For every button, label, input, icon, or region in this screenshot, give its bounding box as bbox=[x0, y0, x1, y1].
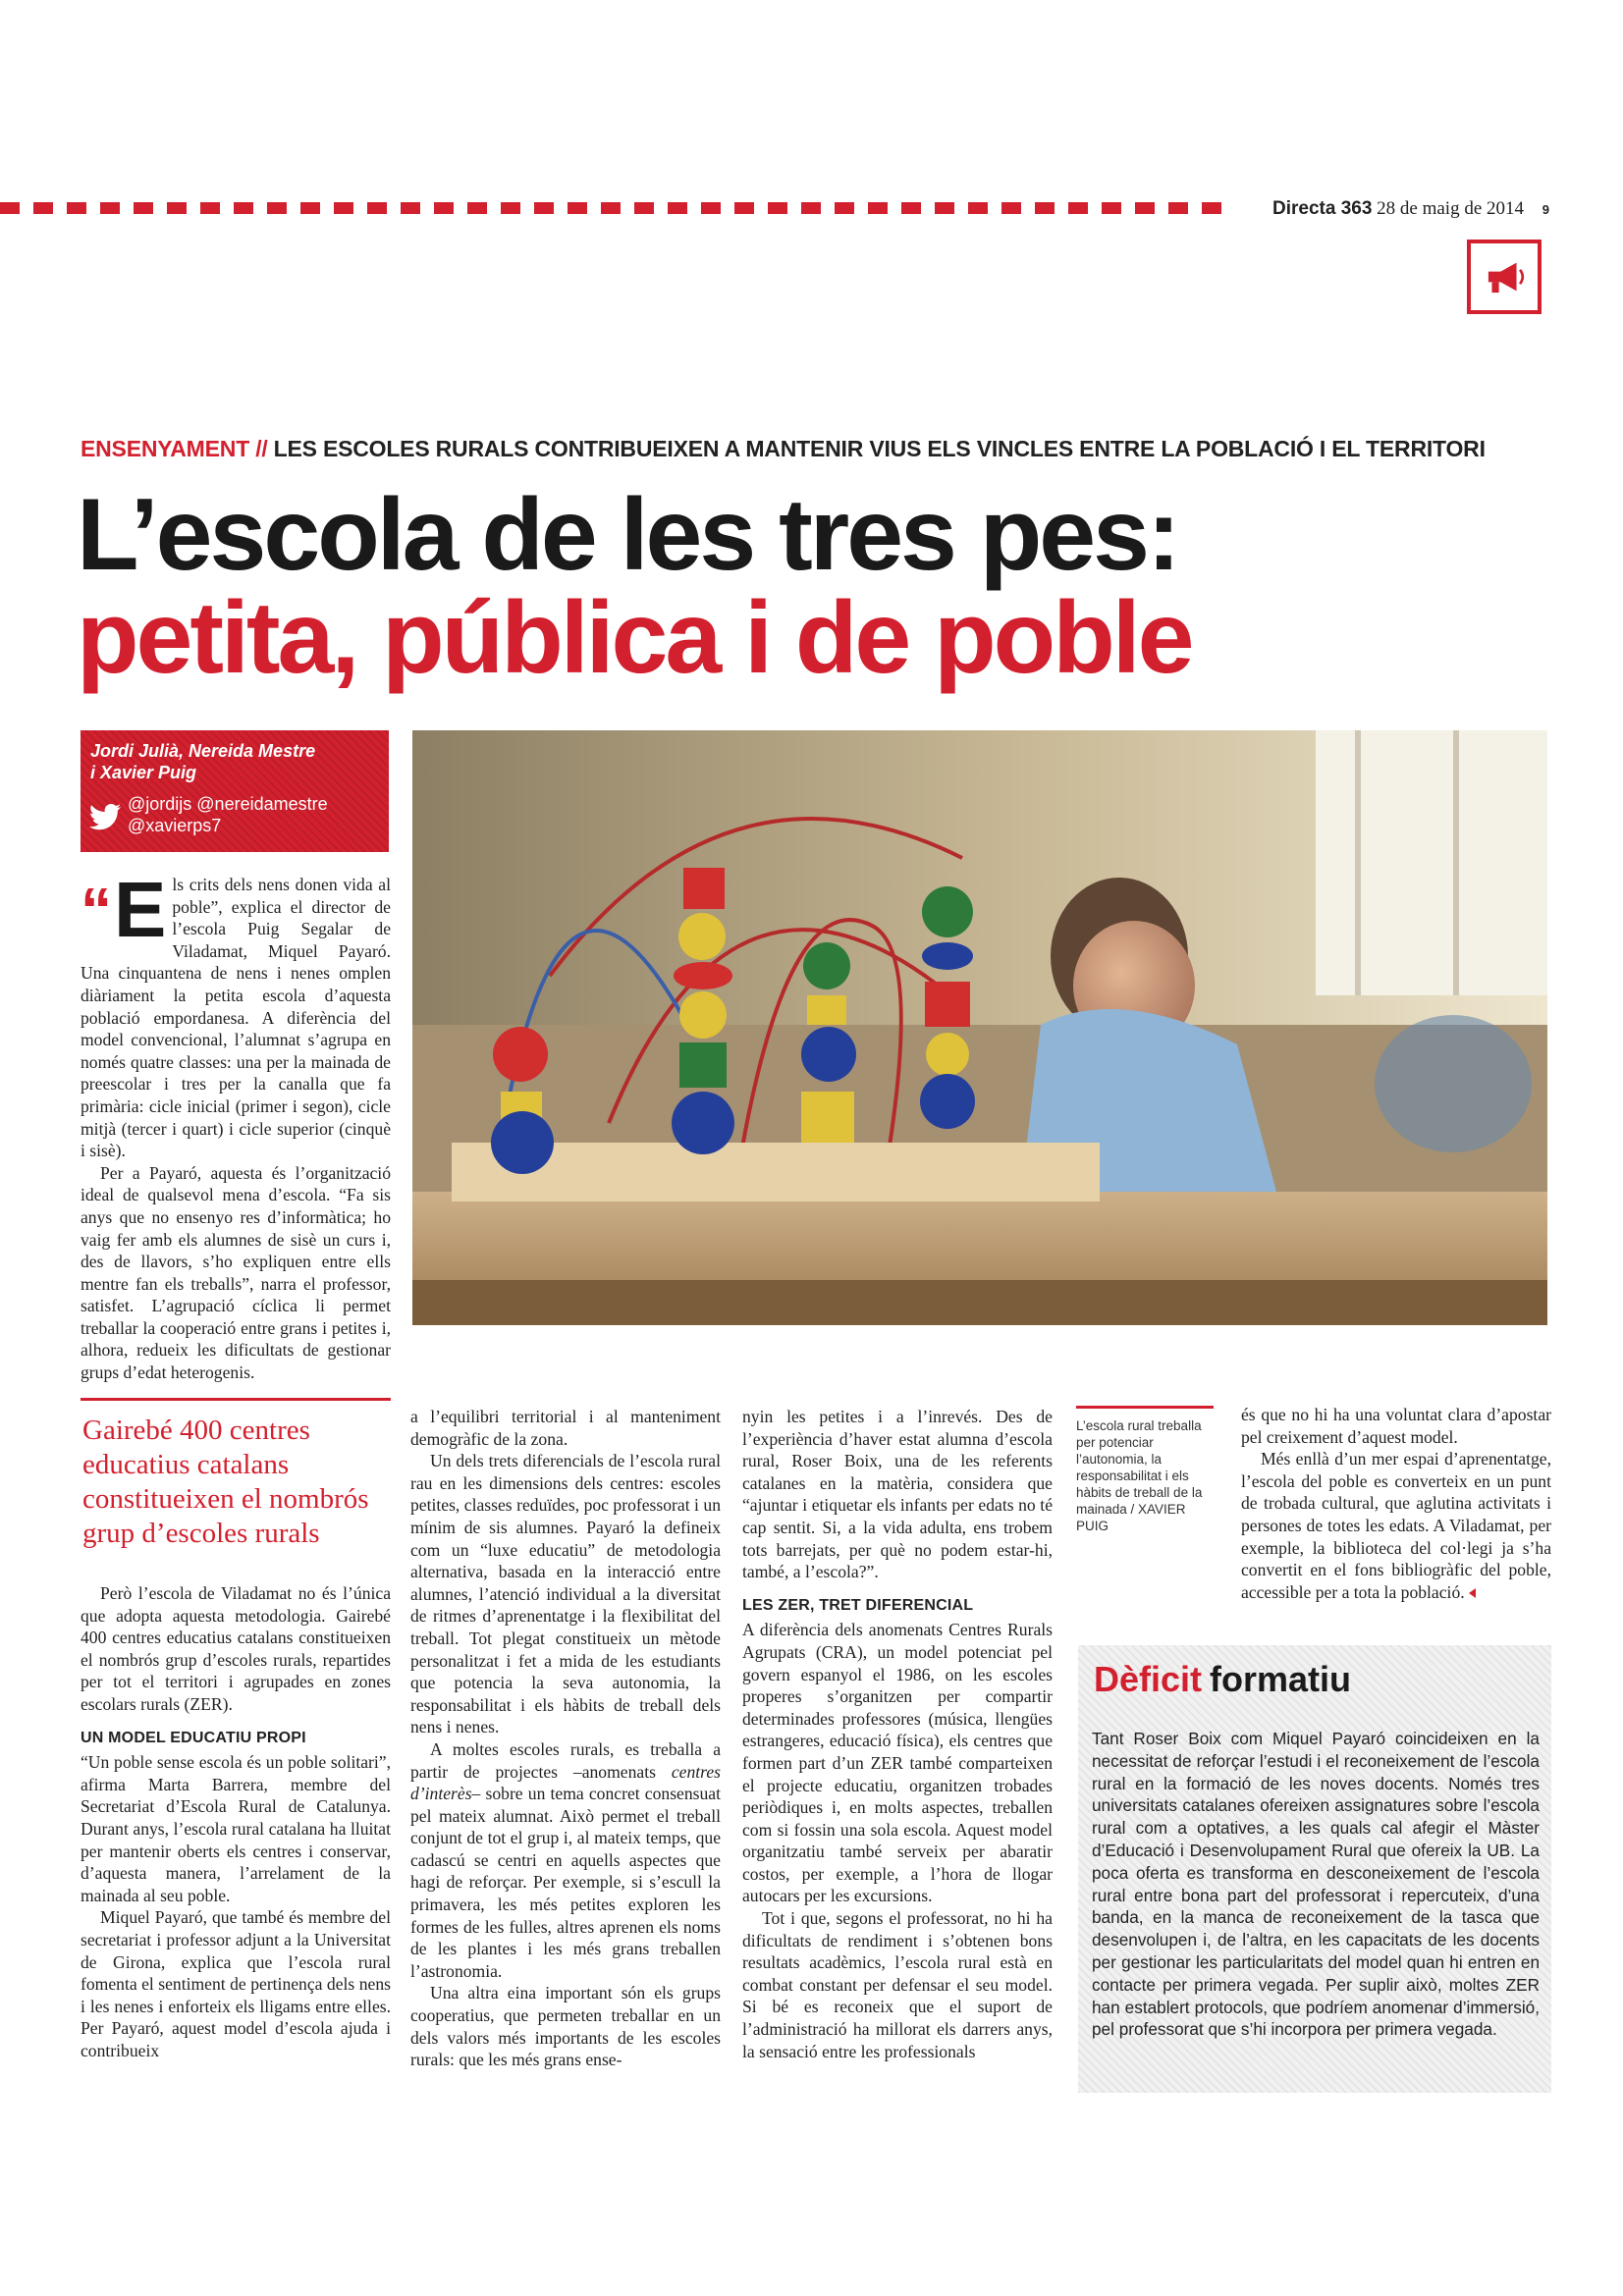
pull-quote: Gairebé 400 centres educatius catalans constitueixen el nombrós grup d’escoles rurals bbox=[82, 1415, 369, 1549]
byline-names-line-2: i Xavier Puig bbox=[90, 763, 197, 782]
article-paragraph: Un dels trets diferencials de l’escola rural rau en les dimensions dels centres: escoles petites, classes reduïdes, poc professorat i un mínim de sis alumnes. Payaró la defineix com un “luxe educatiu” de metodologia alternativa, basada en la interacció entre alumnes, l’atenció individual a la diversitat de ritmes d’aprenentatge i la flexibilitat del treball. Tot plegat constitueix un mètode personalitzat i fet a mida de les estudiants que potencia la seva autonomia, la responsabilitat i els hàbits de treball dels nens i nenes. bbox=[410, 1451, 721, 1737]
sidebar-box bbox=[1078, 1645, 1551, 2093]
drop-cap: “E bbox=[81, 866, 167, 953]
sidebar-title bbox=[1094, 1659, 1351, 1700]
byline-handles-line-1: @jordijs @nereidamestre bbox=[128, 794, 328, 814]
article-paragraph: A moltes escoles rurals, es treballa a partir de projectes –anomenats centres d’interès– sobre un tema concret consensuat pel mateix alumnat. Això permet el treball conjunt de tot el grup i, al mateix temps, que cadascú se centri en aquells aspectes que hagi de reforçar. Per exemple, si s’escull la primavera, les més petites exploren les formes de les fulles, altres aprenen els noms de les plantes i les més grans treballen l’astronomia. bbox=[410, 1738, 721, 1981]
article-paragraph: A diferència dels anomenats Centres Rurals Agrupats (CRA), un model potenciat pel govern espanyol el 1986, on les escoles properes s’organitzen per compartir determinades professores (música, llengües estrangeres, educació física), els centres que formen part d’un ZER també comparteixen el projecte educatiu, organitzen trobades periòdiques i, en molts aspectes, treballen com si fossin una sola escola. Aquest model organitzatiu també serveix per abaratir costos, per exemple, a l’hora de llogar autocars per les excursions. bbox=[742, 1620, 1053, 1906]
article-paragraph: Més enllà d’un mer espai d’aprenentatge, l’escola del poble es converteix en un punt de trobada cultural, que aglutina activitats i persones de totes les edats. A Viladamat, per exemple, la biblioteca del col·legi ja s’ha convertit en el fons bibliogràfic del poble, accessible per a tota la població. bbox=[1241, 1449, 1551, 1602]
page-number: 9 bbox=[1542, 202, 1549, 217]
article-paragraph: “Un poble sense escola és un poble solitari”, afirma Marta Barrera, membre del Secretariat d’Escola Rural de Catalunya. Durant anys, l’escola rural catalana ha lluitat per mantenir oberts els centres i conservar, d’aquesta manera, l’arrelament de la mainada al seu poble. bbox=[81, 1752, 391, 1905]
subhead-zer: LES ZER, TRET DIFERENCIAL bbox=[742, 1596, 974, 1614]
article-paragraph: a l’equilibri territorial i al manteniment demogràfic de la zona. bbox=[410, 1407, 721, 1449]
byline-names bbox=[90, 740, 385, 783]
article-column-1 bbox=[81, 866, 391, 1384]
photo-caption: L’escola rural treballa per potenciar l’autonomia, la responsabilitat i els hàbits de treball de la mainada / XAVIER PUIG bbox=[1076, 1418, 1203, 1533]
article-paragraph: Una altra eina important són els grups cooperatius, que permeten treballar en un dels valors més importants de les escoles rurals: que les més grans ense- bbox=[410, 1983, 721, 2070]
top-dashed-rule bbox=[0, 202, 1222, 214]
byline-handles-line-2: @xavierps7 bbox=[128, 816, 222, 835]
caption-rule bbox=[1076, 1406, 1214, 1409]
classroom-photo bbox=[412, 730, 1547, 1325]
headline-line-1: L’escola de les tres pes: bbox=[77, 478, 1178, 592]
kicker bbox=[81, 436, 1486, 462]
twitter-bird-icon bbox=[88, 803, 122, 832]
subhead-model: UN MODEL EDUCATIU PROPI bbox=[81, 1729, 306, 1746]
article-column-1b bbox=[81, 1582, 391, 2061]
sidebar-text: Tant Roser Boix com Miquel Payaró coincideixen en la necessitat de reforçar l’estudi i el reconeixement de l’escola rural en la formació de les noves docents. Només tres universitats catalanes ofereixen assignatures sobre l’escola rural com a optatives, a les quals cal afegir el Màster d’Educació i Desenvolupament Rural que ofereix la UB. La poca oferta es transforma en desconeixement de l’escola rural entre bona part del professorat i repercuteix, d’una banda, en la manca de reconeixement de la tasca que desenvolupen i, de l’altra, en les capacitats de les docents per gestionar les particularitats del model quan hi entren en contacte per primera vegada. Per suplir això, moltes ZER han establert protocols, que podríem anomenar d’immersió, pel professorat que s’hi incorpora per primera vegada. bbox=[1092, 1729, 1540, 2040]
sidebar-title-red: Dèficit bbox=[1094, 1659, 1203, 1699]
masthead-date: 28 de maig de 2014 bbox=[1377, 198, 1525, 219]
article-paragraph: “E ls crits dels nens donen vida al poble”, explica el director de l’escola Puig Segalar de Viladamat, Miquel Payaró. Una cinquantena de nens i nenes omplen diàriament la petita escola d’aquesta població empordanesa. A diferència del model convencional, l’alumnat s’agrupa en només quatre classes: una per la mainada de preescolar i tres per la canalla que fa primària: cicle inicial (primer i segon), cicle mitjà (tercer i quart) i cicle superior (cinquè i sisè). bbox=[81, 866, 391, 1161]
article-column-3 bbox=[742, 1406, 1053, 2062]
byline-names-line-1: Jordi Julià, Nereida Mestre bbox=[90, 741, 316, 761]
kicker-section: ENSENYAMENT // bbox=[81, 436, 268, 461]
masthead bbox=[1272, 198, 1549, 220]
article-paragraph: Tot i que, segons el professorat, no hi ha dificultats de rendiment i s’obtenen bons resultats acadèmics, l’escola rural està en combat constant per defensar el seu model. Si bé es reconeix que el suport de l’administració ha millorat els darrers anys, la sensació entre les professionals bbox=[742, 1908, 1053, 2061]
byline-box bbox=[81, 730, 389, 852]
megaphone-icon bbox=[1467, 240, 1542, 314]
kicker-text: LES ESCOLES RURALS CONTRIBUEIXEN A MANTENIR VIUS ELS VINCLES ENTRE LA POBLACIÓ I EL TERRITORI bbox=[273, 436, 1486, 461]
article-paragraph: Per a Payaró, aquesta és l’organització ideal de qualsevol mena d’escola. “Fa sis anys que no ensenyo res d’informàtica; ho vaig fer amb els alumnes de sisè un curs i, des de llavors, s’ho expliquen entre ells mentre fan els treballs”, narra el professor, satisfet. L’agrupació cíclica li permet treballar la cooperació entre grans i petites i, alhora, redueix les dificultats de gestionar grups d’edat heterogenis. bbox=[81, 1162, 391, 1383]
pull-quote-rule bbox=[81, 1398, 391, 1401]
end-mark-icon bbox=[1469, 1588, 1476, 1598]
article-paragraph: Però l’escola de Viladamat no és l’única que adopta aquesta metodologia. Gairebé 400 centres educatius catalans constitueixen el nombrós grup d’escoles rurals, repartides per tot el territori i agrupades en zones escolars rurals (ZER). bbox=[81, 1583, 391, 1714]
article-paragraph: és que no hi ha una voluntat clara d’apostar pel creixement d’aquest model. bbox=[1241, 1405, 1551, 1447]
headline-line-2: petita, pública i de poble bbox=[77, 581, 1192, 695]
sidebar-title-dark: formatiu bbox=[1210, 1659, 1352, 1699]
byline-handles bbox=[128, 793, 328, 836]
masthead-brand: Directa 363 bbox=[1272, 198, 1373, 219]
article-paragraph: nyin les petites i a l’inrevés. Des de l’experiència d’haver estat alumna d’escola rural, Roser Boix, una de les referents catalanes en la matèria, considera que “ajuntar i etiquetar els infants per edats no té cap sentit. Si, a la vida adulta, ens trobem tots barrejats, per què no podem estar-hi, també, a l’escola?”. bbox=[742, 1407, 1053, 1582]
article-paragraph: Miquel Payaró, que també és membre del secretariat i professor adjunt a la Universitat de Girona, explica que l’escola rural fomenta el sentiment de pertinença dels nens i les nenes i enforteix els lligams entre elles. Per Payaró, aquest model d’escola ajuda i contribueix bbox=[81, 1907, 391, 2060]
article-column-4 bbox=[1241, 1404, 1551, 1603]
article-column-2 bbox=[410, 1406, 721, 2071]
